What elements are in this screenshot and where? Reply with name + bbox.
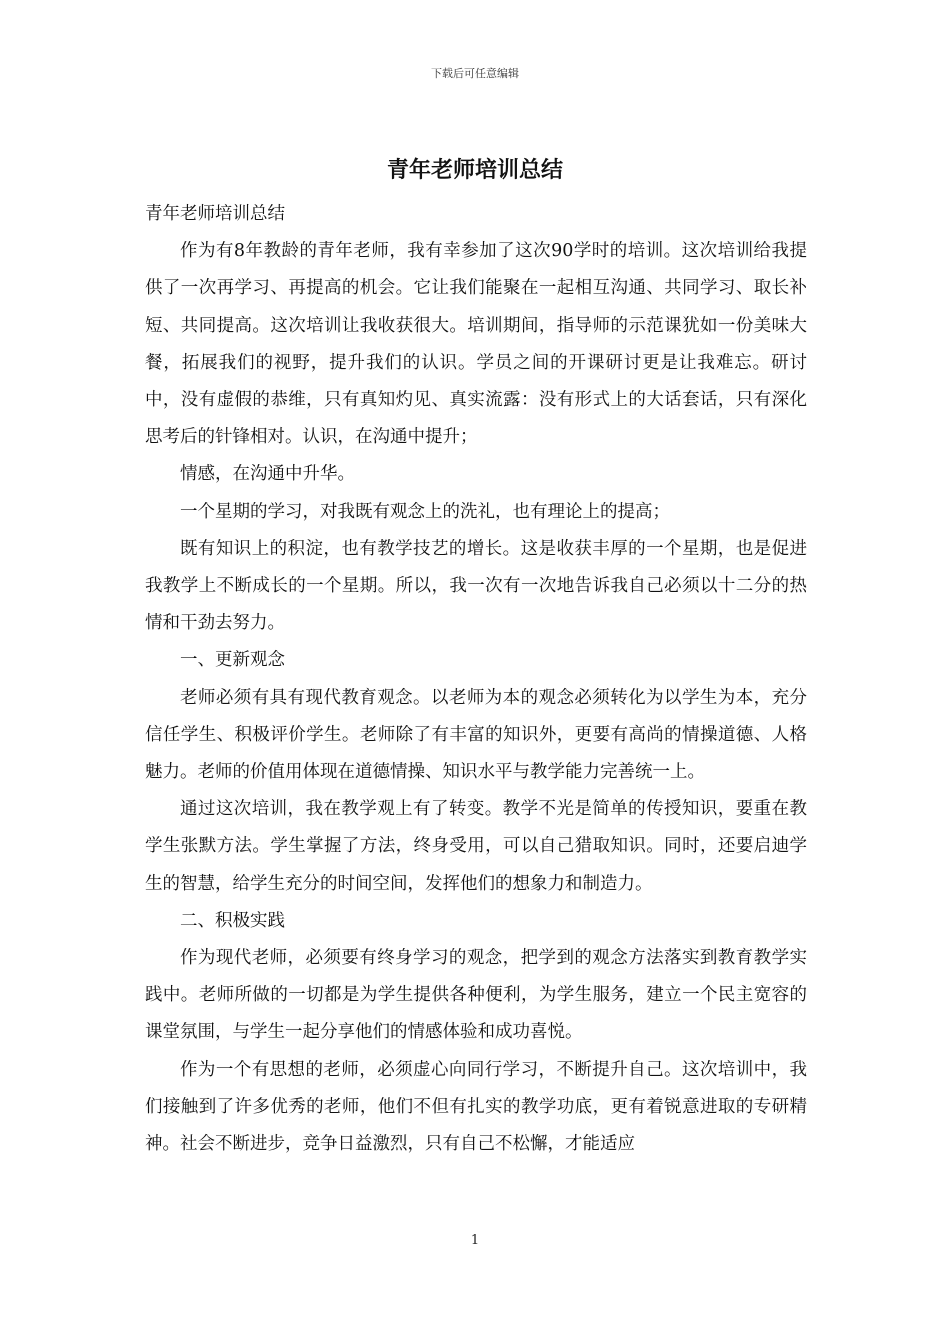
page-header-note: 下载后可任意编辑 (431, 67, 519, 80)
paragraph: 老师必须有具有现代教育观念。以老师为本的观念必须转化为以学生为本，充分信任学生、积极评价学生。老师除了有丰富的知识外，更要有高尚的情操道德、人格魅力。老师的价值用体现在道德情操、知识水平与教学能力完善统一上。 (145, 687, 807, 783)
section-heading: 一、更新观念 (180, 650, 285, 671)
document-title: 青年老师培训总结 (386, 157, 563, 183)
document-body (145, 196, 807, 1163)
paragraph: 作为有8年教龄的青年老师，我有幸参加了这次90学时的培训。这次培训给我提供了一次再学习、再提高的机会。它让我们能聚在一起相互沟通、共同学习、取长补短、共同提高。这次培训让我收获很大。培训期间，指导师的示范课犹如一份美味大餐，拓展我们的视野，提升我们的认识。学员之间的开课研讨更是让我难忘。研讨中，没有虚假的恭维，只有真知灼见、真实流露：没有形式上的大话套话，只有深化思考后的针锋相对。认识，在沟通中提升； (145, 241, 807, 448)
section-heading: 二、积极实践 (180, 910, 285, 931)
paragraph: 作为现代老师，必须要有终身学习的观念，把学到的观念方法落实到教育教学实践中。老师所做的一切都是为学生提供各种便利，为学生服务，建立一个民主宽容的课堂氛围，与学生一起分享他们的情感体验和成功喜悦。 (145, 948, 807, 1043)
paragraph: 一个星期的学习，对我既有观念上的洗礼，也有理论上的提高； (180, 501, 670, 522)
paragraph: 作为一个有思想的老师，必须虚心向同行学习，不断提升自己。这次培训中，我们接触到了许多优秀的老师，他们不但有扎实的教学功底，更有着锐意进取的专研精神。社会不断进步，竞争日益激烈，只有自己不松懈，才能适应 (145, 1059, 807, 1155)
page-number: 1 (470, 1233, 480, 1248)
paragraph: 既有知识上的积淀，也有教学技艺的增长。这是收获丰厚的一个星期，也是促进我教学上不断成长的一个星期。所以，我一次有一次地告诉我自己必须以十二分的热情和干劲去努力。 (145, 538, 807, 634)
document-subtitle: 青年老师培训总结 (145, 204, 285, 224)
paragraph: 情感，在沟通中升华。 (180, 464, 355, 485)
paragraph: 通过这次培训，我在教学观上有了转变。教学不光是简单的传授知识，要重在教学生张默方法。学生掌握了方法，终身受用，可以自己猎取知识。同时，还要启迪学生的智慧，给学生充分的时间空间，发挥他们的想象力和制造力。 (145, 799, 807, 894)
